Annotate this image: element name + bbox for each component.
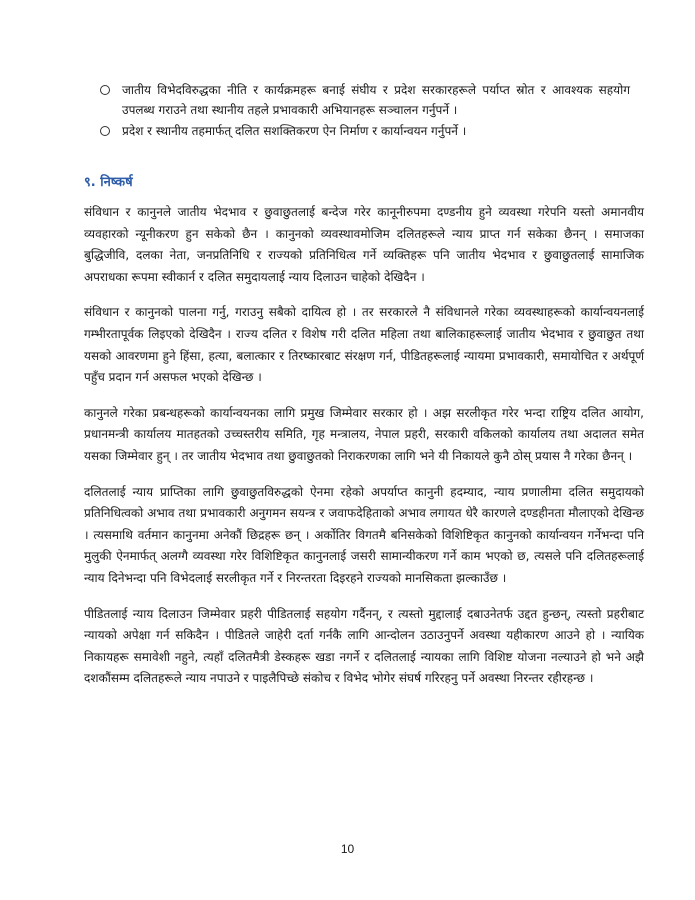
list-item-text: प्रदेश र स्थानीय तहमार्फत् दलित सशक्तिकरण ऐन निर्माण र कार्यान्वयन गर्नुपर्ने । xyxy=(122,124,467,138)
conclusion-body xyxy=(84,202,644,704)
recommendation-list xyxy=(100,80,630,142)
page-number: 10 xyxy=(340,842,355,856)
list-item xyxy=(100,121,630,141)
paragraph: संविधान र कानुनको पालना गर्नु, गराउनु सबैको दायित्व हो । तर सरकारले नै संविधानले गरेका व्यवस्थाहरूको कार्यान्वयनलाई गम्भीरतापूर्वक लिइएको देखिदैन । राज्य दलित र विशेष गरी दलित महिला तथा बालिकाहरूलाई जातीय भेदभाव र छुवाछुत तथा यसको आवरणमा हुने हिंसा, हत्या, बलात्कार र तिरष्कारबाट संरक्षण गर्न, पीडितहरूलाई न्यायमा प्रभावकारी, समायोचित र अर्थपूर्ण पहुँच प्रदान गर्न असफल भएको देखिन्छ । xyxy=(84,305,644,385)
section-heading: ९. निष्कर्ष xyxy=(84,175,133,190)
paragraph: पीडितलाई न्याय दिलाउन जिम्मेवार प्रहरी पीडितलाई सहयोग गर्दैनन्, र त्यस्तो मुद्दालाई दबाउनेतर्फ उद्दत हुन्छन्, त्यस्तो प्रहरीबाट न्यायको अपेक्षा गर्न सकिदैन । पीडितले जाहेरी दर्ता गर्नकै लागि आन्दोलन उठाउनुपर्ने अवस्था यहीकारण आउने हो । न्यायिक निकायहरू समावेशी नहुने, त्यहाँ दलितमैत्री डेस्कहरू खडा नगर्ने र दलितलाई न्यायका लागि विशिष्ट योजना नल्याउने हो भने अझै दशकौंसम्म दलितहरूले न्याय नपाउने र पाइलैपिच्छे संकोच र विभेद भोगेर संघर्ष गरिरहनु पर्ने अवस्था निरन्तर रहीरहन्छ । xyxy=(84,606,644,686)
list-item xyxy=(100,80,630,120)
list-item-text: जातीय विभेदविरुद्धका नीति र कार्यक्रमहरू बनाई संघीय र प्रदेश सरकारहरूले पर्याप्त स्रोत र आवश्यक सहयोग उपलब्ध गराउने तथा स्थानीय तहले प्रभावकारी अभियानहरू सञ्चालन गर्नुपर्ने । xyxy=(122,83,630,117)
paragraph: संविधान र कानुनले जातीय भेदभाव र छुवाछुतलाई बन्देज गरेर कानूनीरुपमा दण्डनीय हुने व्यवस्था गरेपनि यस्तो अमानवीय व्यवहारको न्यूनीकरण हुन सकेको छैन । कानुनको व्यवस्थावमोजिम दलितहरूले न्याय प्राप्त गर्न सकेका छैनन् । समाजका बुद्धिजीवि, दलका नेता, जनप्रतिनिधि र राज्यको प्रतिनिधित्व गर्ने व्यक्तिहरू पनि जातीय भेदभाव र छुवाछुतलाई सामाजिक अपराधका रूपमा स्वीकार्न र दलित समुदायलाई न्याय दिलाउन चाहेको देखिदैन । xyxy=(84,205,644,284)
circle-bullet-icon xyxy=(100,85,110,95)
circle-bullet-icon xyxy=(100,126,110,136)
paragraph: कानुनले गरेका प्रबन्धहरूको कार्यान्वयनका लागि प्रमुख जिम्मेवार सरकार हो । अझ सरलीकृत गरेर भन्दा राष्ट्रिय दलित आयोग, प्रधानमन्त्री कार्यालय मातहतको उच्चस्तरीय समिति, गृह मन्त्रालय, नेपाल प्रहरी, सरकारी वकिलको कार्यालय तथा अदालत समेत यसका जिम्मेवार हुन् । तर जातीय भेदभाव तथा छुवाछुतको निराकरणका लागि भने यी निकायले कुनै ठोस् प्रयास नै गरेका छैनन् । xyxy=(84,405,644,463)
paragraph: दलितलाई न्याय प्राप्तिका लागि छुवाछुतविरुद्धको ऐनमा रहेको अपर्याप्त कानुनी हदम्याद, न्याय प्रणालीमा दलित समुदायको प्रतिनिधित्वको अभाव तथा प्रभावकारी अनुगमन सयन्त्र र जवाफदेहिताको अभाव लगायत धेरै कारणले दण्डहीनता मौलाएको देखिन्छ । त्यसमाथि वर्तमान कानुनमा अनेकौं छिद्रहरू छन् । अर्कोतिर विगतमै बनिसकेको विशिष्टिकृत कानुनको कार्यान्वयन गर्नेभन्दा पनि मुलुकी ऐनमार्फत् अलग्गै व्यवस्था गरेर विशिष्टिकृत कानुनलाई जसरी सामान्यीकरण गर्ने काम भएको छ, त्यसले पनि दलितहरूलाई न्याय दिनेभन्दा पनि विभेदलाई सरलीकृत गर्ने र निरन्तरता दिइरहने राज्यको मानसिकता झल्काउँछ । xyxy=(84,484,644,585)
